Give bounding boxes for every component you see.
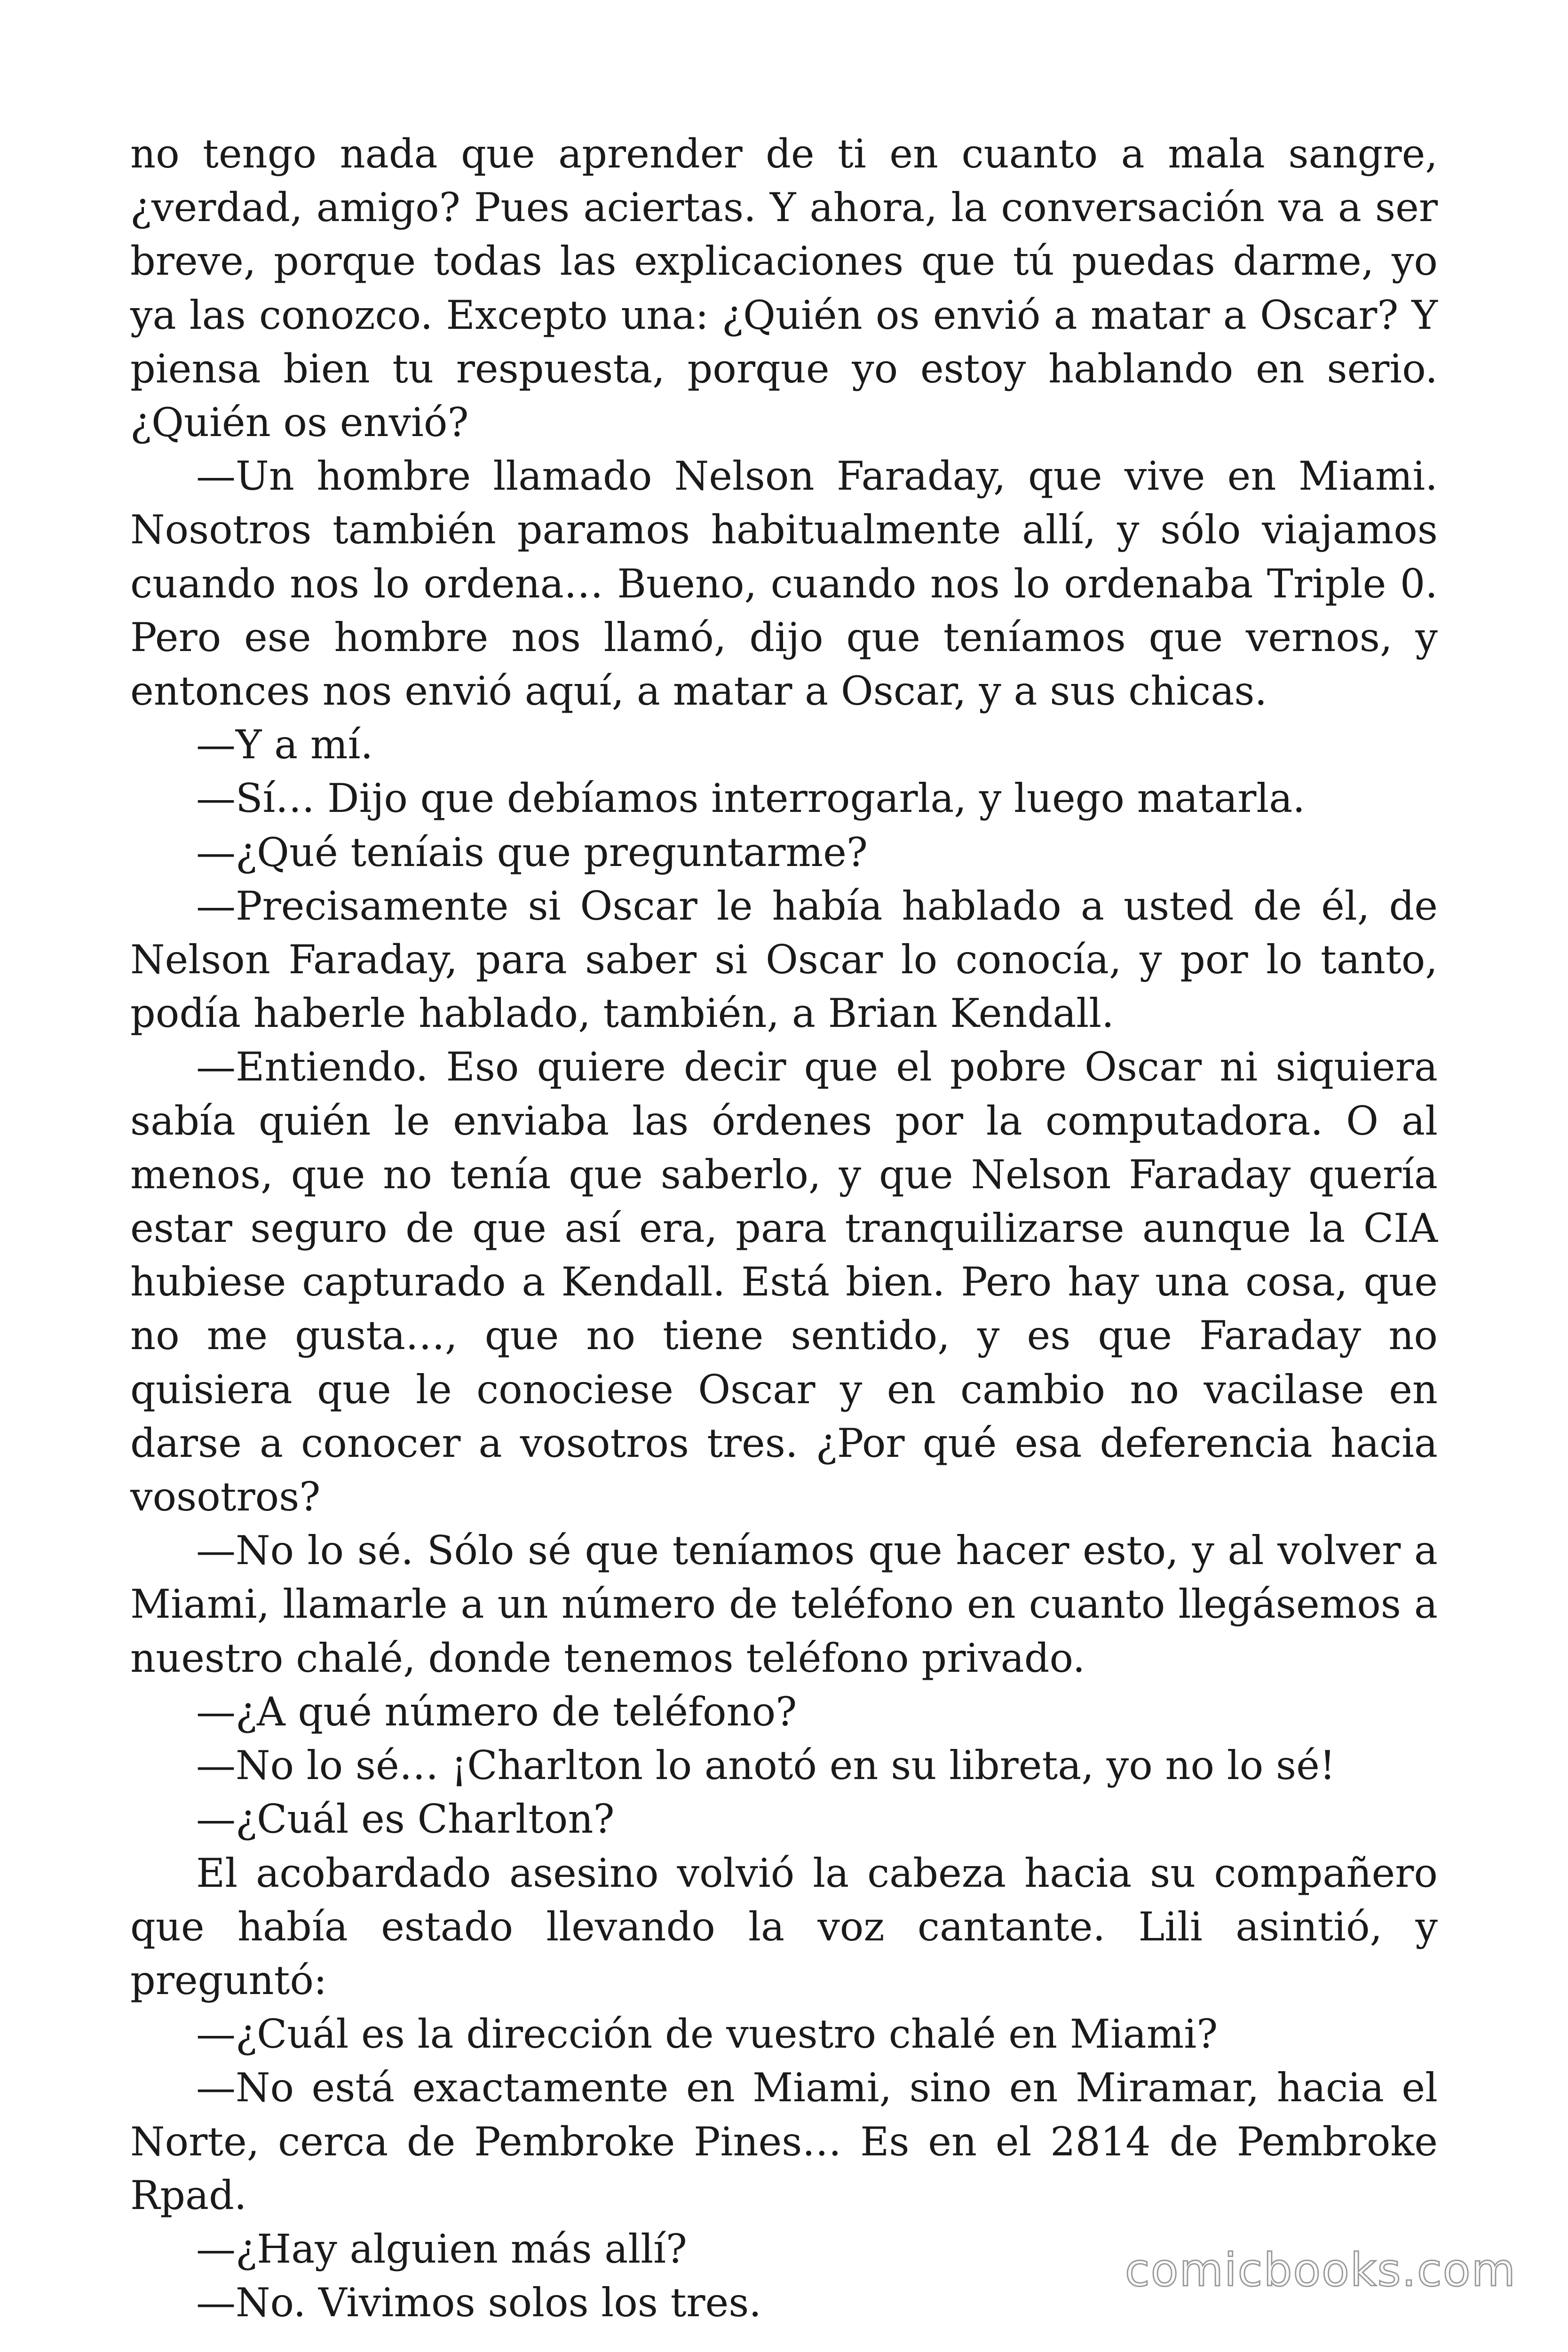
paragraph: —Entiendo. Eso quiere decir que el pobre Oscar ni siquiera sabía quién le enviaba las órdenes por la computadora. O al menos, que no tenía que saberlo, y que Nelson Faraday quería estar seguro de que así era, para tranquilizarse aunque la CIA hubiese capturado a Kendall. Está bien. Pero hay una cosa, que no me gusta…, que no tiene sentido, y es que Faraday no quisiera que le conociese Oscar y en cambio no vacilase en darse a conocer a vosotros tres. ¿Por qué esa deferencia hacia vosotros? (130, 1044, 1438, 1520)
paragraph: —¿Cuál es la dirección de vuestro chalé en Miami? (196, 2011, 1218, 2058)
paragraph: —¿Hay alguien más allí? (196, 2225, 687, 2272)
paragraph: —Precisamente si Oscar le había hablado a usted de él, de Nelson Faraday, para saber si Oscar lo conocía, y por lo tanto, podía haberle hablado, también, a Brian Kendall. (130, 882, 1438, 1037)
watermark: comicbooks.com (1125, 2244, 1516, 2296)
paragraph: —No lo sé… ¡Charlton lo anotó en su libreta, yo no lo sé! (196, 1742, 1336, 1789)
paragraph: —Un hombre llamado Nelson Faraday, que vive en Miami. Nosotros también paramos habitualmente allí, y sólo viajamos cuando nos lo ordena… Bueno, cuando nos lo ordenaba Triple 0. Pero ese hombre nos llamó, dijo que teníamos que vernos, y entonces nos envió aquí, a matar a Oscar, y a sus chicas. (130, 453, 1438, 715)
paragraph: —No lo sé. Sólo sé que teníamos que hacer esto, y al volver a Miami, llamarle a un número de teléfono en cuanto llegásemos a nuestro chalé, donde tenemos teléfono privado. (130, 1527, 1438, 1681)
paragraph: —¿Cuál es Charlton? (196, 1796, 615, 1843)
paragraph: —No. Vivimos solos los tres. (196, 2280, 762, 2326)
paragraph: —No está exactamente en Miami, sino en Miramar, hacia el Norte, cerca de Pembroke Pines… Es en el 2814 de Pembroke Rpad. (130, 2065, 1438, 2218)
paragraph: El acobardado asesino volvió la cabeza hacia su compañero que había estado llevando la voz cantante. Lili asintió, y preguntó: (130, 1850, 1438, 2003)
page-body-text (130, 127, 1438, 2329)
paragraph: no tengo nada que aprender de ti en cuanto a mala sangre, ¿verdad, amigo? Pues aciertas. Y ahora, la conversación va a ser breve, porque todas las explicaciones que tú puedas darme, yo ya las conozco. Excepto una: ¿Quién os envió a matar a Oscar? Y piensa bien tu respuesta, porque yo estoy hablando en serio. ¿Quién os envió? (130, 131, 1438, 446)
paragraph: —¿Qué teníais que preguntarme? (196, 829, 868, 875)
paragraph: —Sí… Dijo que debíamos interrogarla, y luego matarla. (196, 775, 1306, 822)
paragraph: —Y a mí. (196, 722, 373, 768)
paragraph: —¿A qué número de teléfono? (196, 1688, 797, 1735)
